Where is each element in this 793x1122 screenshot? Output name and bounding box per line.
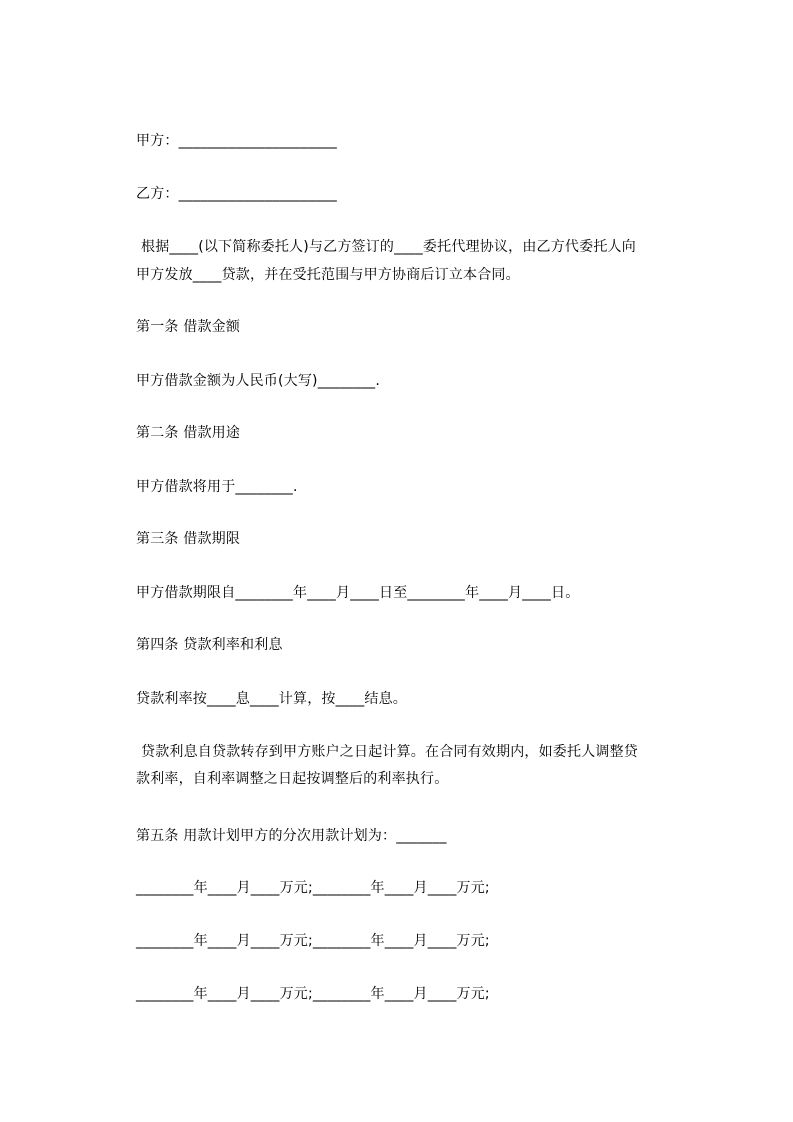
party-b-line: 乙方：______________________ [136, 186, 337, 202]
intro-line-1: 根据____(以下简称委托人)与乙方签订的____委托代理协议，由乙方代委托人向 [141, 239, 636, 255]
article-3-body: 甲方借款期限自________年____月____日至________年____月____日。 [136, 585, 580, 601]
article-3-title: 第三条 借款期限 [136, 531, 241, 547]
article-2-body: 甲方借款将用于________. [136, 479, 298, 495]
article-2-title: 第二条 借款用途 [136, 425, 241, 441]
plan-row: ________年____月____万元;________年____月____万元; [136, 880, 490, 896]
article-5-title: 第五条 用款计划甲方的分次用款计划为：_______ [136, 828, 447, 844]
article-4-title: 第四条 贷款利率和利息 [136, 637, 283, 653]
article-4-para-line-1: 贷款利息自贷款转存到甲方账户之日起计算。在合同有效期内，如委托人调整贷 [141, 744, 638, 760]
article-4-body: 贷款利率按____息____计算，按____结息。 [136, 691, 407, 707]
plan-row: ________年____月____万元;________年____月____万元; [136, 986, 490, 1002]
party-a-line: 甲方：______________________ [136, 133, 337, 149]
intro-line-2: 甲方发放____贷款，并在受托范围与甲方协商后订立本合同。 [136, 267, 520, 283]
article-1-title: 第一条 借款金额 [136, 319, 241, 335]
plan-row: ________年____月____万元;________年____月____万元; [136, 933, 490, 949]
article-4-para-line-2: 款利率，自利率调整之日起按调整后的利率执行。 [136, 771, 449, 787]
article-1-body: 甲方借款金额为人民币(大写)________. [136, 373, 380, 389]
